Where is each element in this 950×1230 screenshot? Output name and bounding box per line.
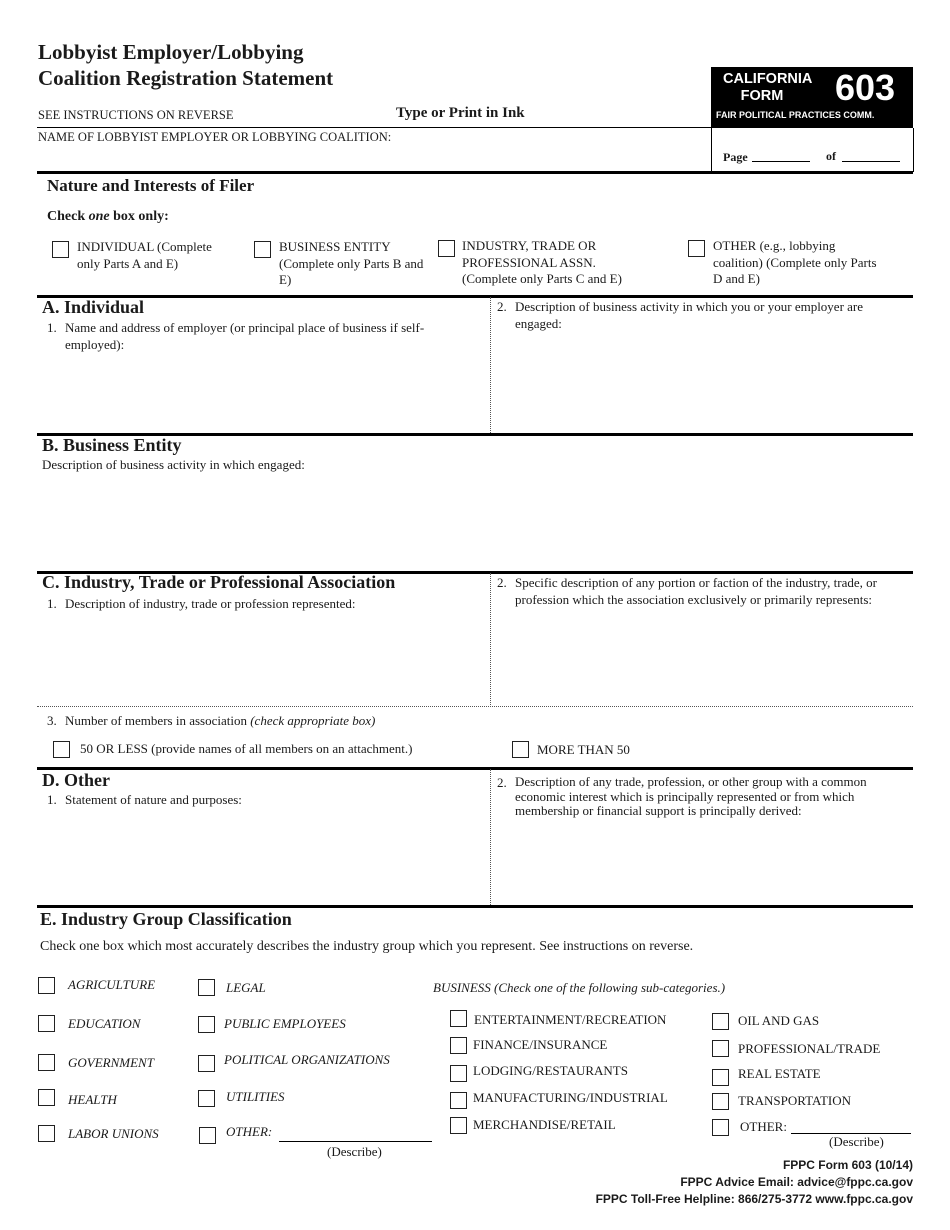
section-d-q1-label: Statement of nature and purposes:	[65, 792, 242, 807]
section-c-subrule	[37, 706, 913, 707]
members-50-or-less-label: 50 OR LESS (provide names of all members on an attachment.)	[80, 741, 413, 756]
section-d-q2-label: Description of any trade, profession, or other group with a common economic interest which is principally represented or from which membership or financial support is principally derived:	[515, 774, 867, 818]
option-individual-label: INDIVIDUAL (Complete only Parts A and E)	[77, 239, 212, 271]
checkbox-political-organizations[interactable]	[198, 1055, 215, 1072]
checkbox-transportation[interactable]	[712, 1093, 729, 1110]
oil-and-gas-label: OIL AND GAS	[738, 1013, 820, 1028]
section-c-q3-label: Number of members in association (check appropriate box)	[65, 713, 376, 728]
section-rule-e	[37, 905, 913, 908]
checkbox-manufacturing-industrial[interactable]	[450, 1092, 467, 1109]
section-a-q1-label: Name and address of employer (or principal place of business if self-employed):	[65, 320, 425, 352]
checkbox-merchandise-retail[interactable]	[450, 1117, 467, 1134]
page-box-right	[913, 128, 914, 172]
type-or-print: Type or Print in Ink	[396, 105, 525, 121]
transportation-label: TRANSPORTATION	[738, 1093, 852, 1108]
government-label: GOVERNMENT	[68, 1055, 154, 1070]
checkbox-individual[interactable]	[52, 241, 69, 258]
section-c-q1-number: 1.	[47, 596, 57, 611]
checkbox-health[interactable]	[38, 1089, 55, 1106]
finance-insurance-label: FINANCE/INSURANCE	[473, 1037, 608, 1052]
labor-unions-label: LABOR UNIONS	[68, 1126, 159, 1141]
political-organizations-label: POLITICAL ORGANIZATIONS	[224, 1052, 390, 1067]
other-business-describe-label: (Describe)	[829, 1134, 884, 1149]
section-rule-d	[37, 767, 913, 770]
section-d-heading: D. Other	[42, 770, 110, 790]
checkbox-labor-unions[interactable]	[38, 1125, 55, 1142]
checkbox-agriculture[interactable]	[38, 977, 55, 994]
merchandise-retail-label: MERCHANDISE/RETAIL	[473, 1117, 616, 1132]
section-e-heading: E. Industry Group Classification	[40, 909, 292, 929]
members-more-than-50-label: MORE THAN 50	[537, 742, 630, 757]
employer-name-field[interactable]	[38, 145, 703, 169]
section-e-instructions: Check one box which most accurately describes the industry group which you represent. See instructions on reverse.	[40, 939, 694, 954]
form-badge	[711, 67, 913, 128]
section-a-q2-label: Description of business activity in which you or your employer are engaged:	[515, 299, 864, 331]
education-label: EDUCATION	[68, 1016, 141, 1031]
lodging-restaurants-label: LODGING/RESTAURANTS	[473, 1063, 628, 1078]
business-subcategory-label: BUSINESS (Check one of the following sub-categories.)	[433, 980, 726, 995]
checkbox-real-estate[interactable]	[712, 1069, 729, 1086]
option-other-label: OTHER (e.g., lobbying coalition) (Complete only Parts D and E)	[713, 238, 877, 286]
section-rule-nature	[37, 171, 913, 174]
badge-agency: FAIR POLITICAL PRACTICES COMM.	[716, 110, 875, 120]
section-d-divider	[490, 769, 491, 905]
checkbox-legal[interactable]	[198, 979, 215, 996]
checkbox-public-employees[interactable]	[198, 1016, 215, 1033]
agriculture-label: AGRICULTURE	[68, 977, 156, 992]
checkbox-lodging-restaurants[interactable]	[450, 1065, 467, 1082]
option-industry-trade-label: INDUSTRY, TRADE OR PROFESSIONAL ASSN. (Complete only Parts C and E)	[462, 238, 622, 286]
badge-state: CALIFORNIA	[723, 71, 813, 87]
footer-advice-email: FPPC Advice Email: advice@fppc.ca.gov	[680, 1175, 913, 1189]
other-business-label: OTHER:	[740, 1119, 787, 1134]
entertainment-recreation-label: ENTERTAINMENT/RECREATION	[474, 1012, 667, 1027]
footer	[596, 1157, 913, 1208]
section-c-heading: C. Industry, Trade or Professional Association	[42, 572, 396, 592]
of-label: of	[826, 149, 836, 163]
page-total-field[interactable]	[842, 161, 900, 162]
page-box-divider	[711, 128, 712, 172]
checkbox-entertainment-recreation[interactable]	[450, 1010, 467, 1027]
section-a-q1-number: 1.	[47, 320, 57, 335]
footer-form-id: FPPC Form 603 (10/14)	[782, 1158, 913, 1172]
section-a-divider	[490, 297, 491, 433]
section-c-q3-number: 3.	[47, 713, 57, 728]
public-employees-label: PUBLIC EMPLOYEES	[224, 1016, 346, 1031]
section-d-q2-number: 2.	[497, 775, 507, 790]
real-estate-label: REAL ESTATE	[738, 1066, 821, 1081]
form-title-line2: Coalition Registration Statement	[38, 66, 334, 90]
checkbox-oil-and-gas[interactable]	[712, 1013, 729, 1030]
section-b-description-label: Description of business activity in which engaged:	[42, 457, 305, 472]
manufacturing-industrial-label: MANUFACTURING/INDUSTRIAL	[473, 1090, 668, 1105]
checkbox-other-business[interactable]	[712, 1119, 729, 1136]
checkbox-finance-insurance[interactable]	[450, 1037, 467, 1054]
section-c-q2-label: Specific description of any portion or faction of the industry, trade, or profession which the association exclusively or primarily represents:	[515, 575, 877, 607]
other-industry-describe-field[interactable]	[279, 1141, 432, 1142]
form-title-line1: Lobbyist Employer/Lobbying	[38, 40, 304, 64]
employer-name-label: NAME OF LOBBYIST EMPLOYER OR LOBBYING COALITION:	[38, 130, 392, 144]
other-industry-describe-label: (Describe)	[327, 1144, 382, 1159]
utilities-label: UTILITIES	[226, 1089, 285, 1104]
checkbox-business-entity[interactable]	[254, 241, 271, 258]
checkbox-education[interactable]	[38, 1015, 55, 1032]
section-d-q1-number: 1.	[47, 792, 57, 807]
section-c-q1-label: Description of industry, trade or profession represented:	[65, 596, 356, 611]
checkbox-other-industry[interactable]	[199, 1127, 216, 1144]
legal-label: LEGAL	[226, 980, 266, 995]
checkbox-industry-trade[interactable]	[438, 240, 455, 257]
see-instructions: SEE INSTRUCTIONS ON REVERSE	[38, 108, 234, 122]
professional-trade-label: PROFESSIONAL/TRADE	[738, 1041, 881, 1056]
checkbox-professional-trade[interactable]	[712, 1040, 729, 1057]
section-b-heading: B. Business Entity	[42, 435, 182, 455]
section-a-heading: A. Individual	[42, 297, 145, 317]
check-one-instruction: Check one box only:	[47, 209, 169, 224]
page-label: Page	[723, 150, 748, 164]
page-number-field[interactable]	[752, 161, 810, 162]
section-a-q2-number: 2.	[497, 299, 507, 314]
section-c-q2-number: 2.	[497, 575, 507, 590]
footer-helpline: FPPC Toll-Free Helpline: 866/275-3772 www.fppc.ca.gov	[595, 1192, 913, 1206]
form-number: 603	[835, 67, 896, 108]
checkbox-members-50-or-less[interactable]	[53, 741, 70, 758]
badge-form: FORM	[740, 88, 784, 104]
section-rule-a	[37, 295, 913, 298]
health-label: HEALTH	[68, 1092, 117, 1107]
checkbox-government[interactable]	[38, 1054, 55, 1071]
nature-heading: Nature and Interests of Filer	[47, 176, 255, 195]
checkbox-members-more-than-50[interactable]	[512, 741, 529, 758]
header-rule	[37, 127, 913, 128]
option-business-entity-label: BUSINESS ENTITY (Complete only Parts B and E)	[279, 239, 424, 287]
section-c-divider	[490, 573, 491, 707]
checkbox-other[interactable]	[688, 240, 705, 257]
other-industry-label: OTHER:	[226, 1124, 273, 1139]
checkbox-utilities[interactable]	[198, 1090, 215, 1107]
